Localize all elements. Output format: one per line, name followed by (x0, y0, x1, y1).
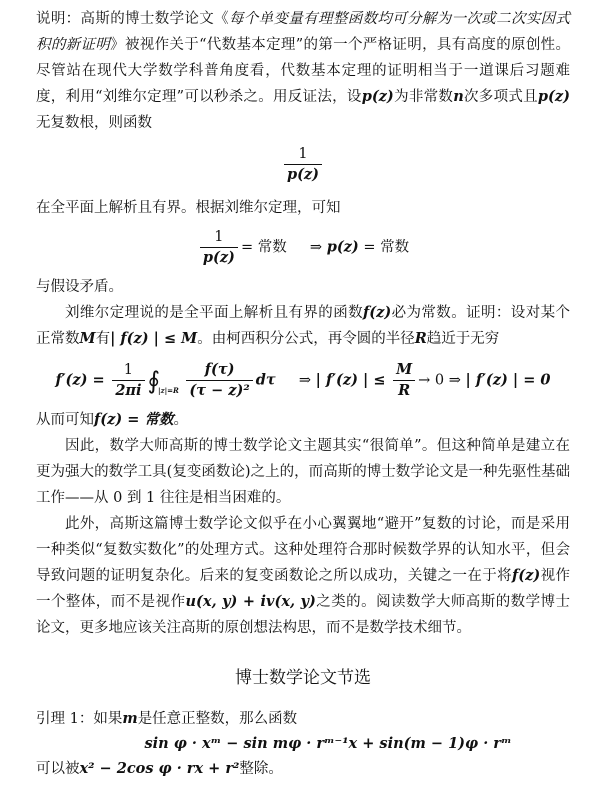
moreover-text-a: 此外，高斯这篇博士数学论文似乎在小心翼翼地“避开”复数的讨论，而是采用一种类似“复数实数化”的处理方式。这种处理符合那时候数学界的认知水平，但会导致问题的证明复杂化。后来的复变函数论之所以成功，关键之一在于将 (36, 516, 570, 584)
section-title: 博士数学论文节选 (235, 668, 371, 688)
equation-liouville-conclusion (36, 227, 570, 268)
implies-arrow: ⇒ (298, 372, 312, 389)
math-bound: | f(z) | ≤ M (110, 330, 198, 347)
math-fz: f(z) (363, 304, 392, 321)
frac-numerator: f(τ) (186, 360, 252, 381)
paragraph-liouville (36, 300, 570, 352)
moreover-text-b: 视作一个整体，而不是视作 (36, 568, 571, 610)
contour-integral-symbol: ∮ (147, 366, 161, 395)
math-pz: p(z) (537, 88, 571, 105)
paragraph-analytic: 在全平面上解析且有界。根据刘维尔定理，可知 (36, 200, 341, 216)
math-pz: p(z) (361, 88, 394, 105)
intro-text-c: 为非常数 (393, 89, 454, 105)
equals-constant: = 常数 (240, 239, 287, 256)
math-dtau: dτ (255, 371, 276, 389)
frac-denominator: 2πi (115, 382, 142, 399)
equals-constant: = 常数 (363, 239, 410, 256)
lemma-equation: sin φ · xᵐ − sin mφ · rᵐ⁻¹x + sin(m − 1)φ · rᵐ (144, 735, 512, 752)
moreover-text-c: 之类的。阅读数学大师高斯的数学博士论文，更多地应该关注高斯的原创想法构思，而不是数学技术细节。 (36, 594, 571, 636)
math-fz-constant: f(z) = 常数 (94, 411, 174, 428)
math-fz: f(z) (512, 567, 541, 584)
math-derivative: f′(z) = (55, 371, 105, 389)
frac-denominator: R (398, 382, 411, 399)
frac-numerator: 1 (200, 227, 238, 248)
liouville-text-b: 必为常数。证明：设对某个正常数 (36, 305, 571, 347)
lemma-tail-a: 可以被 (36, 761, 80, 777)
intro-text-b: 》被视作关于“代数基本定理”的第一个严格证明，具有高度的原创性。尽管站在现代大学数学科普角度看，代数基本定理的证明相当于一道课后习题难度，利用“刘维尔定理”可以秒杀之。用反证法，设 (36, 37, 570, 105)
implies-arrow: ⇒ (448, 372, 461, 389)
equation-cauchy (36, 360, 570, 401)
liouville-text-d: 。由柯西积分公式，再令圆的半径 (197, 331, 415, 347)
frac-numerator: 1 (284, 144, 322, 165)
math-abs-derivative: | f′(z) | ≤ (315, 371, 386, 389)
conclusion-text-b: 。 (173, 412, 188, 428)
document-page (36, 6, 570, 782)
intro-text-e: 无复数根，则函数 (36, 115, 152, 131)
math-M: M (79, 330, 96, 347)
paragraph-contradiction: 与假设矛盾。 (36, 279, 123, 295)
math-R: R (414, 330, 427, 347)
math-n: n (453, 88, 464, 105)
liouville-text-c: 有 (95, 331, 111, 347)
math-divisor: x² − 2cos φ · rx + r² (79, 760, 240, 777)
intro-paragraph (36, 6, 570, 136)
frac-denominator: (τ − z)² (189, 382, 250, 399)
frac-denominator: p(z) (202, 249, 235, 266)
math-derivative-zero: | f′(z) | = 0 (465, 371, 551, 389)
frac-numerator: M (393, 360, 415, 381)
frac-denominator: p(z) (286, 166, 320, 183)
lemma-text: 是任意正整数，那么函数 (137, 711, 298, 727)
math-uv: u(x, y) + iv(x, y) (185, 593, 316, 610)
paragraph-therefore: 因此，数学大师高斯的博士数学论文主题其实“很简单”。但这种简单是建立在更为强大的数学工具(复变函数论)之上的，而高斯的博士数学论文是一种先驱性基础工作——从 0 到 1 往往是相当困难的。 (36, 438, 570, 506)
lemma-label: 引理 1：如果 (36, 711, 123, 727)
intro-text-a: 说明：高斯的博士数学论文《 (36, 11, 229, 27)
frac-numerator: 1 (112, 360, 144, 381)
integral-subscript: |z|=R (158, 385, 179, 395)
equation-reciprocal (36, 144, 570, 185)
liouville-text-a: 刘维尔定理说的是全平面上解析且有界的函数 (65, 305, 363, 321)
liouville-text-e: 趋近于无穷 (426, 331, 500, 347)
conclusion-text-a: 从而可知 (36, 412, 94, 428)
lemma-tail (36, 756, 570, 782)
tends-to-zero: → 0 (418, 372, 445, 389)
paragraph-moreover (36, 511, 570, 641)
math-m: m (122, 710, 138, 727)
intro-text-d: 次多项式且 (463, 89, 538, 105)
paragraph-conclusion (36, 407, 570, 433)
implies-arrow: ⇒ (309, 239, 323, 256)
math-pz: p(z) (326, 238, 359, 256)
thesis-title: 每个单变量有理整函数均可分解为一次或二次实因式积的新证明 (36, 11, 571, 53)
lemma-statement (36, 706, 570, 732)
lemma-tail-b: 整除。 (239, 761, 283, 777)
